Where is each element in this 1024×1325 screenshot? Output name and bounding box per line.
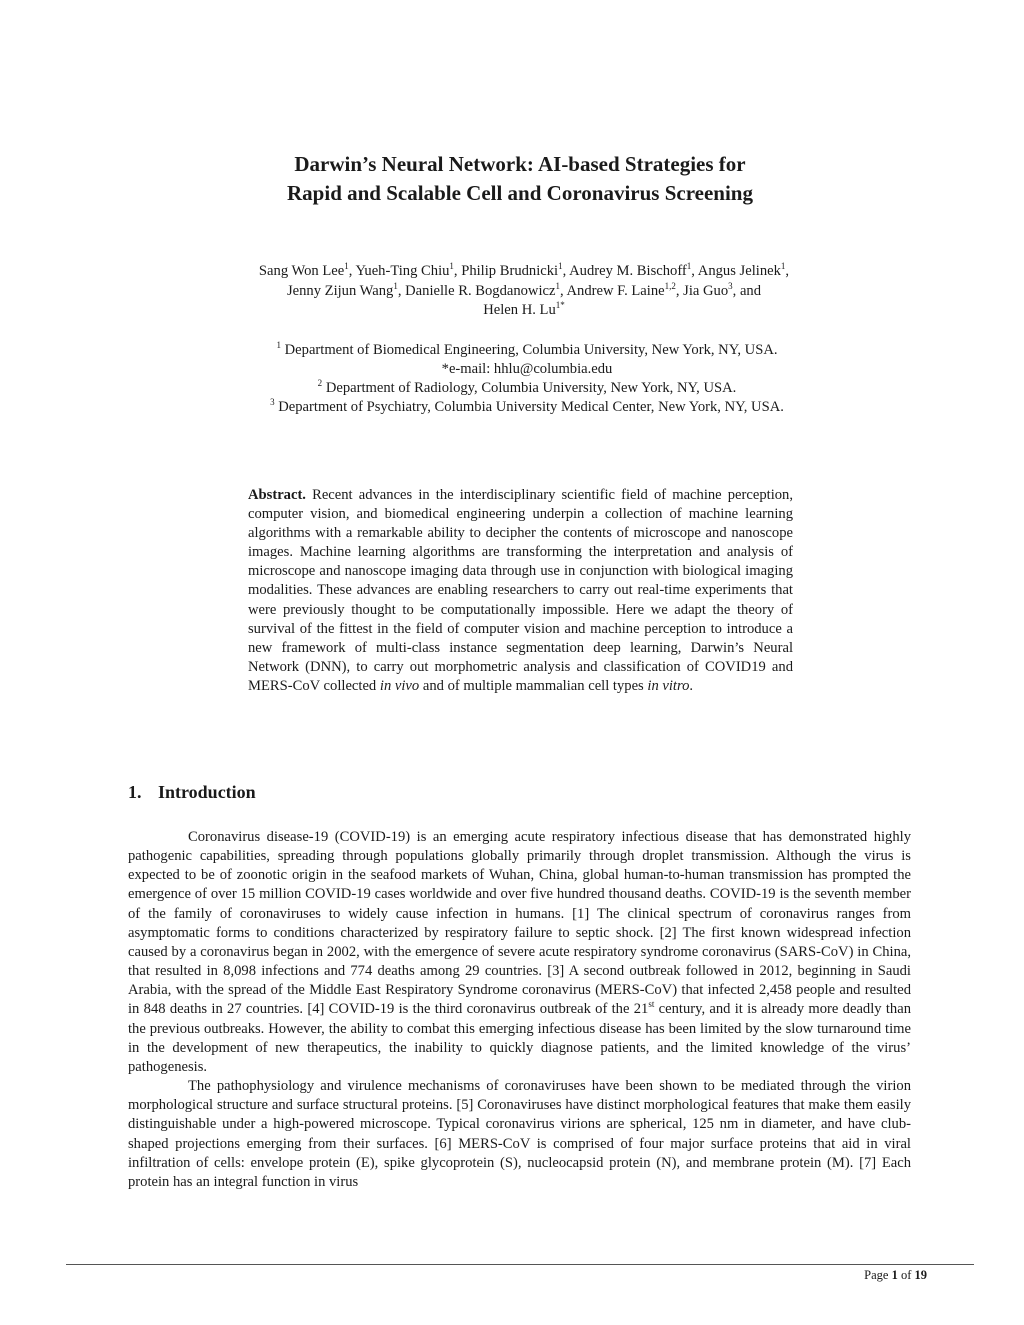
author-name: Audrey M. Bischoff (569, 263, 687, 279)
footer-page-word: Page (864, 1268, 889, 1282)
affiliation-1 (0, 341, 1024, 360)
affiliations (0, 341, 1024, 417)
abstract-italic: in vivo (379, 677, 420, 694)
author-sup: 1* (555, 300, 565, 311)
section-heading (128, 782, 256, 803)
author-sup: 1 (555, 280, 560, 291)
author-sup: 1 (393, 280, 398, 291)
author-name: Yueh-Ting Chiu (355, 263, 450, 279)
author-sup: 1 (686, 261, 692, 272)
abstract-label: Abstract. (248, 487, 306, 503)
abstract (248, 486, 793, 696)
section-title: Introduction (158, 782, 256, 802)
current-page: 1 (891, 1268, 898, 1282)
author-name: Philip Brudnicki (461, 263, 559, 279)
author-name: Jenny Zijun Wang (286, 282, 394, 299)
body-text (128, 828, 911, 1192)
affiliation-2 (0, 379, 1024, 398)
author-name: Andrew F. Laine (566, 282, 665, 299)
contact-email: *e-mail: hhlu@columbia.edu (441, 361, 613, 377)
author-and: and (739, 282, 762, 299)
total-pages: 19 (914, 1268, 927, 1282)
author-list (0, 262, 1024, 321)
author-name: Danielle R. Bogdanowicz (405, 282, 556, 299)
paragraph: The pathophysiology and virulence mechanisms of coronaviruses have been shown to be mediated through the virion morphological structure and surface structural proteins. [5] Coronaviruses have distinct morphological features that make them easily distinguishable under a high-powered microscope. Typical coronavirus virions are spherical, 125 nm in diameter, and have club-shaped projections emerging from their surfaces. [6] MERS-CoV is comprised of four major surface proteins that aid in viral infiltration of cells: envelope protein (E), spike glycoprotein (S), nucleocapsid protein (N), and membrane protein (M). [7] Each protein has an integral function in virus (128, 1078, 911, 1190)
paper-title (0, 150, 1024, 208)
ordinal-sup: st (648, 999, 655, 1010)
author-name: Angus Jelinek (697, 263, 781, 279)
author-line-3 (0, 301, 1024, 321)
paragraph (128, 828, 911, 1077)
affiliation-text: Department of Radiology, Columbia University, New York, NY, USA. (325, 380, 737, 396)
author-name: Jia Guo (683, 282, 729, 299)
author-line-1: Sang Won Lee$^1$, Yueh-Ting Chiu$^1$, Philip Brudnicki$^1$, Audrey M. Bischoff$^1$, Angus Jelinek$^1$, (258, 261, 790, 279)
title-line-2: Rapid and Scalable Cell and Coronavirus Screening (287, 181, 753, 205)
affiliation-sup: 2 (317, 378, 323, 389)
affiliation-sup: 1 (276, 340, 281, 351)
author-sup: 1 (449, 261, 454, 272)
author-sup: 1 (780, 261, 786, 272)
author-name: Sang Won Lee (258, 263, 345, 279)
abstract-text: . (689, 677, 694, 694)
section-number: 1. (128, 782, 142, 802)
author-sup: 1 (558, 261, 563, 272)
footer-of-word: of (900, 1268, 912, 1282)
author-line-2: Jenny Zijun Wang$^1$, Danielle R. Bogdanowicz$^1$, Andrew F. Laine$^{1,2}$, Jia Guo$^3$, and (286, 280, 762, 299)
abstract-text: and of multiple mammalian cell types (422, 677, 644, 694)
footer-rule (66, 1264, 974, 1265)
affiliation-sup: 3 (270, 397, 275, 408)
author-sup: 1,2 (664, 280, 676, 291)
affiliation-text: Department of Biomedical Engineering, Columbia University, New York, NY, USA. (284, 342, 778, 358)
page-footer (864, 1268, 927, 1283)
author-sup: 1 (344, 261, 349, 272)
author-sup: 3 (728, 280, 733, 291)
author-name: Helen H. Lu (483, 302, 556, 318)
paragraph-text: century, and it is already more deadly than the previous outbreaks. However, the ability to combat this emerging infectious disease has been limited by the slow turnaround time in the development of new therapeutics, the inability to quickly diagnose patients, and the limited knowledge of the virus’ pathogenesis. (128, 1001, 911, 1075)
affiliation-3 (0, 398, 1024, 417)
abstract-text: Recent advances in the interdisciplinary scientific field of machine perception, computer vision, and biomedical engineering underpin a collection of machine learning algorithms with a remarkable ability to decipher the contents of microscope and nanoscope images. Machine learning algorithms are transforming the interpretation and analysis of microscope and nanoscope imaging data through use in conjunction with biological imaging modalities. These advances are enabling researchers to carry out real-time experiments that were previously thought to be computationally impossible. Here we adapt the theory of survival of the fittest in the field of computer vision and machine perception to introduce a new framework of multi-class instance segmentation deep learning, Darwin’s Neural Network (DNN), to carry out morphometric analysis and classification of COVID19 and MERS-CoV collected (248, 487, 793, 694)
abstract-italic: in vitro (647, 677, 690, 694)
paragraph-text: Coronavirus disease-19 (COVID-19) is an emerging acute respiratory infectious disease that has demonstrated highly pathogenic capabilities, spreading through populations globally primarily through droplet transmission. Although the virus is expected to be of zoonotic origin in the seafood markets of Wuhan, China, global human-to-human transmission has prompted the emergence of over 15 million COVID-19 cases worldwide and over five hundred thousand deaths. COVID-19 is the seventh member of the family of coronaviruses to widely cause infection in humans. [1] The clinical spectrum of coronavirus ranges from asymptomatic forms to conditions characterized by respiratory failure to septic shock. [2] The first known widespread infection caused by a coronavirus began in 2002, with the emergence of severe acute respiratory syndrome coronavirus (SARS-CoV) in China, that resulted in 8,098 infections and 774 deaths among 29 countries. [3] A second outbreak followed in 2012, beginning in Saudi Arabia, with the spread of the Middle East Respiratory Syndrome coronavirus (MERS-CoV) that infected 2,458 people and resulted in 848 deaths in 27 countries. [4] COVID-19 is the third coronavirus outbreak of the 21 (128, 829, 911, 1018)
title-line-1: Darwin’s Neural Network: AI-based Strategies for (294, 152, 746, 176)
affiliation-text: Department of Psychiatry, Columbia University Medical Center, New York, NY, USA. (278, 399, 784, 415)
